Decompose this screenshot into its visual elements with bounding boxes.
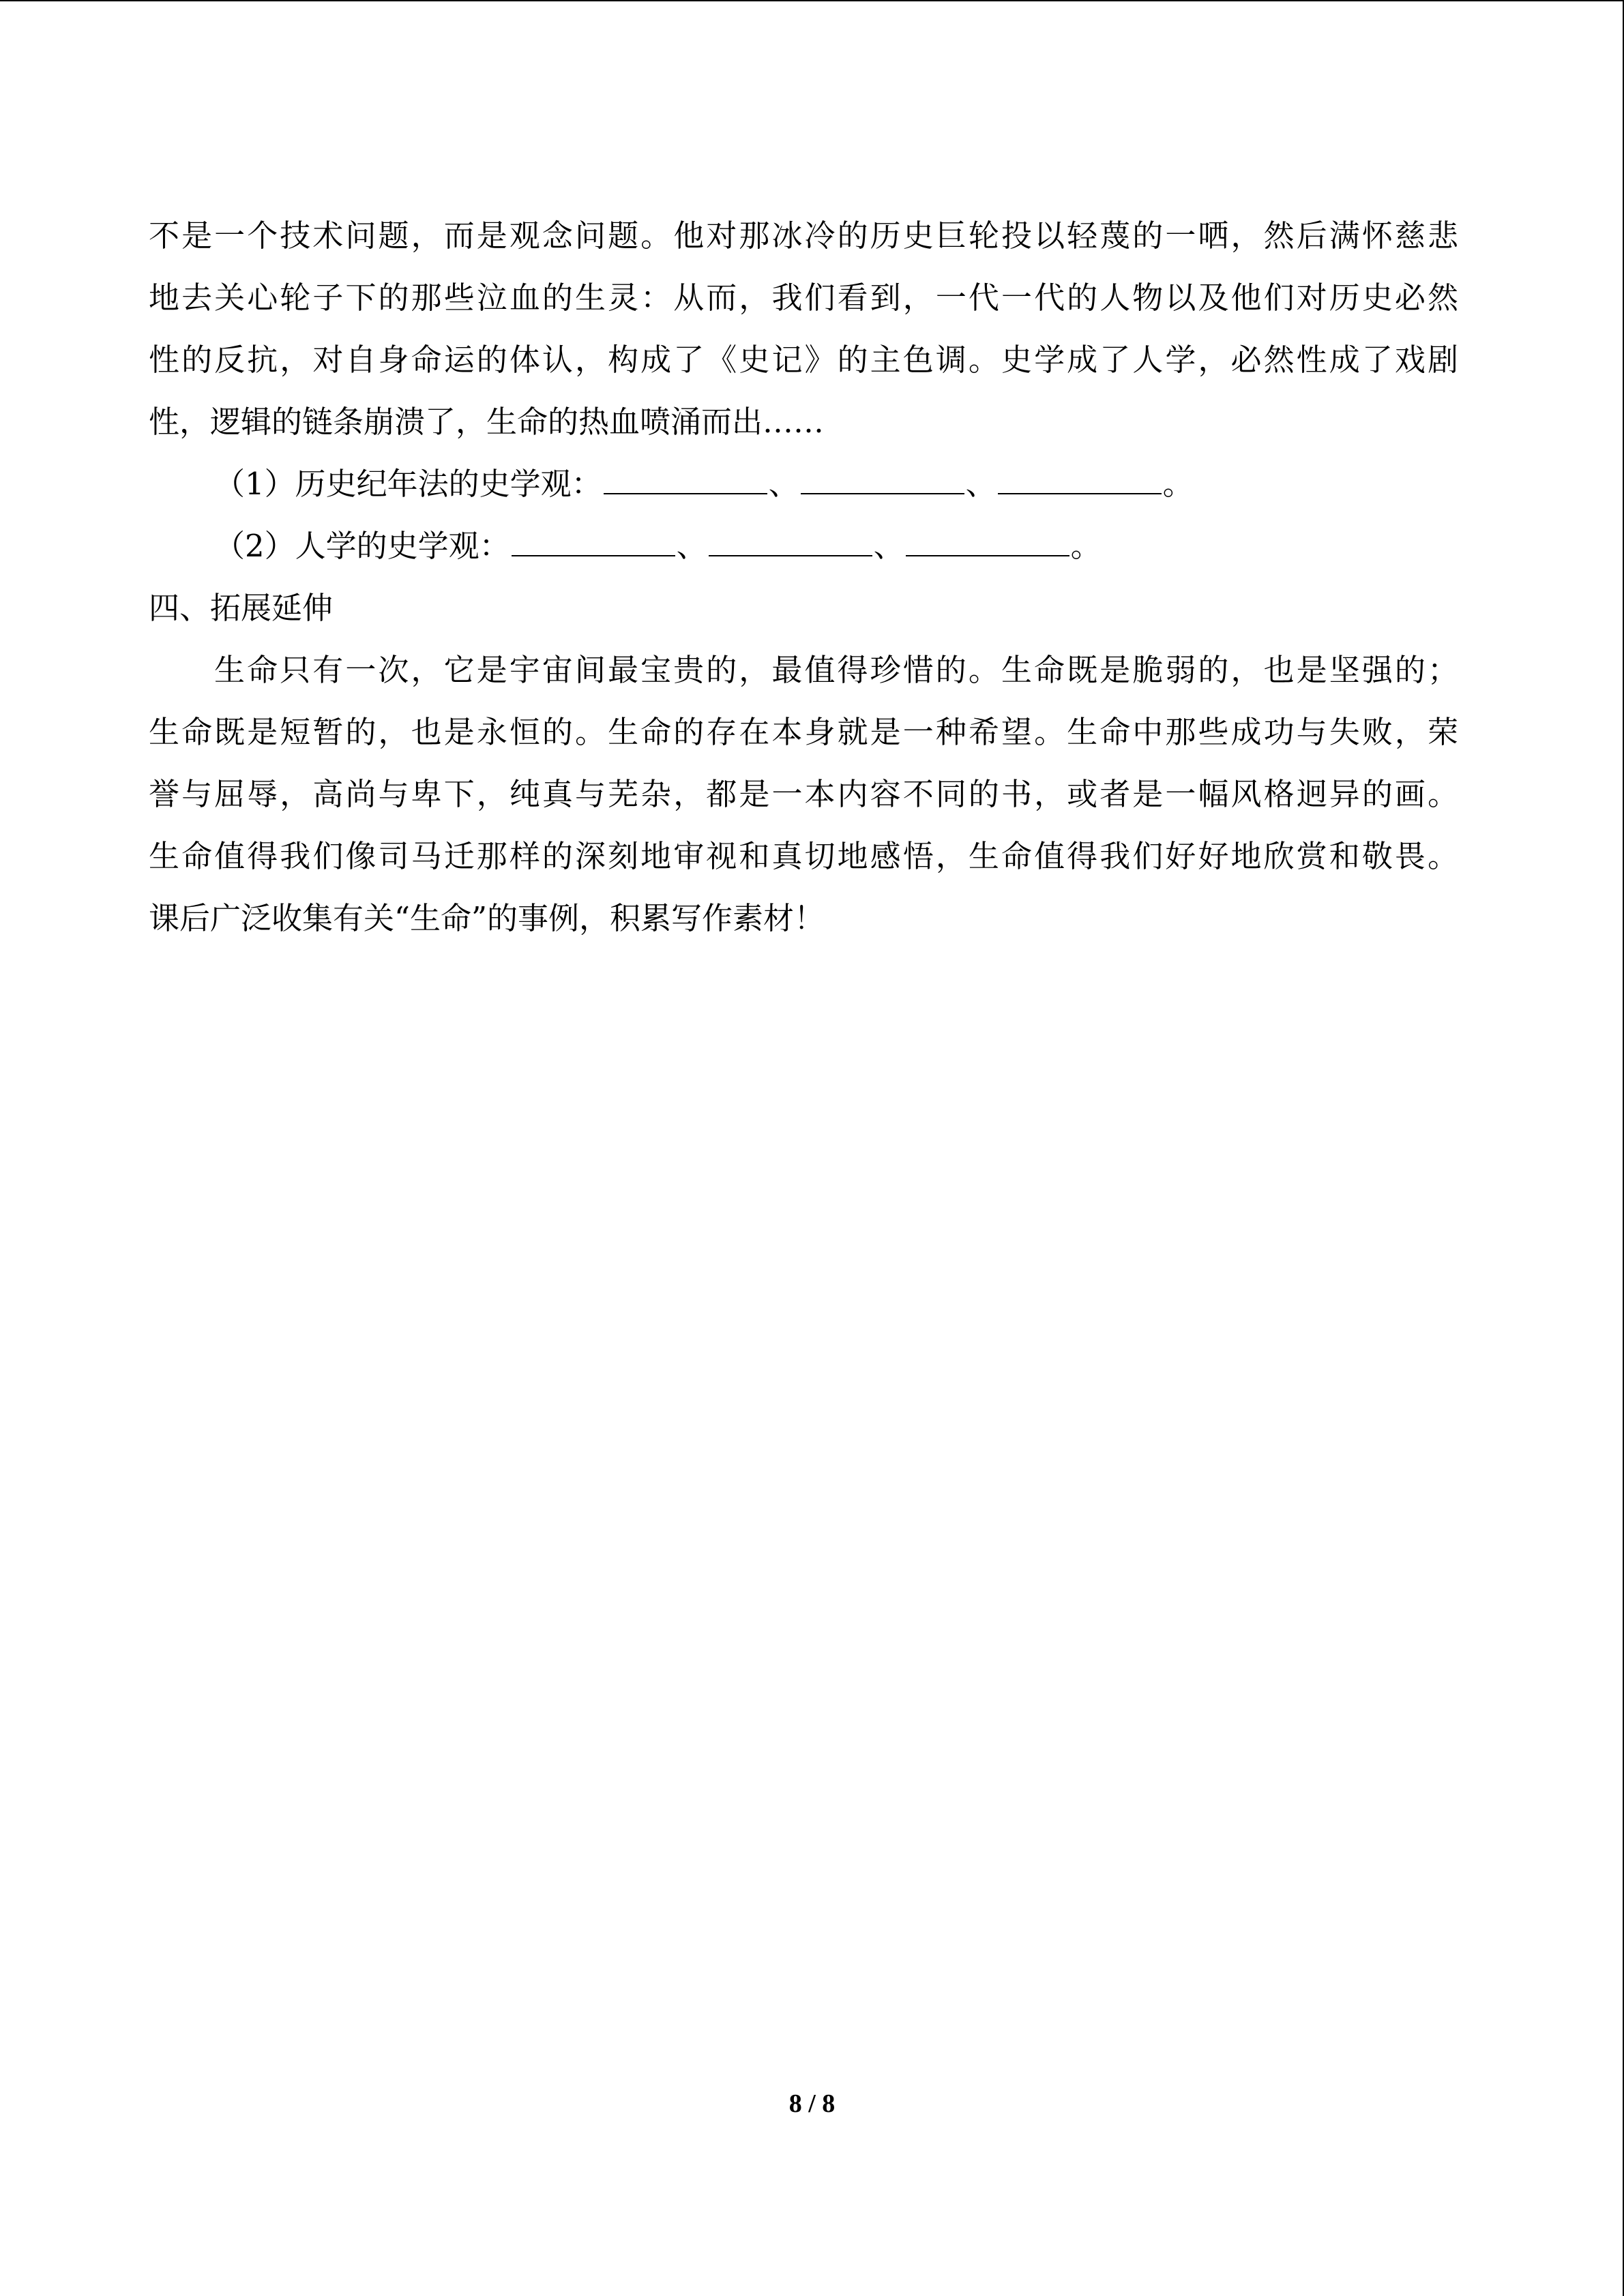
extension-line: 生命只有一次，它是宇宙间最宝贵的，最值得珍惜的。生命既是脆弱的，也是坚强的；: [214, 652, 1458, 688]
answer-blank[interactable]: [906, 528, 1069, 556]
answer-blank[interactable]: [604, 466, 767, 494]
page-number: 8 / 8: [788, 2089, 836, 2118]
document-body: [149, 205, 1458, 949]
passage-line: 性，逻辑的链条崩溃了，生命的热血喷涌而出……: [149, 404, 825, 440]
blank-separator: 、: [676, 528, 707, 564]
question-end-mark: 。: [1162, 466, 1194, 502]
passage: [149, 205, 1458, 453]
answer-blank[interactable]: [709, 528, 872, 556]
question-end-mark: 。: [1070, 528, 1102, 564]
answer-blank[interactable]: [512, 528, 675, 556]
section-heading: 四、拓展延伸: [149, 590, 334, 626]
question-2: [149, 515, 1458, 577]
question-1: [149, 453, 1458, 515]
extension-line: 誉与屈辱，高尚与卑下，纯真与芜杂，都是一本内容不同的书，或者是一幅风格迥异的画。: [149, 776, 1458, 812]
question-1-label: （1）历史纪年法的史学观：: [214, 466, 602, 502]
passage-line: 不是一个技术问题，而是观念问题。他对那冰冷的历史巨轮投以轻蔑的一哂，然后满怀慈悲: [149, 218, 1458, 254]
blank-separator: 、: [873, 528, 904, 564]
answer-blank[interactable]: [801, 466, 964, 494]
blank-separator: 、: [768, 466, 799, 502]
extension-line: 生命既是短暂的，也是永恒的。生命的存在本身就是一种希望。生命中那些成功与失败，荣: [149, 714, 1458, 750]
extension-paragraph: [149, 639, 1458, 949]
extension-line: 生命值得我们像司马迁那样的深刻地审视和真切地感悟，生命值得我们好好地欣赏和敬畏。: [149, 838, 1458, 874]
blank-separator: 、: [965, 466, 996, 502]
passage-line: 地去关心轮子下的那些泣血的生灵：从而，我们看到，一代一代的人物以及他们对历史必然: [149, 280, 1458, 316]
passage-line: 性的反抗，对自身命运的体认，构成了《史记》的主色调。史学成了人学，必然性成了戏剧: [149, 342, 1458, 378]
answer-blank[interactable]: [998, 466, 1162, 494]
extension-line: 课后广泛收集有关“生命”的事例，积累写作素材！: [149, 900, 825, 936]
question-2-label: （2）人学的史学观：: [214, 528, 510, 564]
